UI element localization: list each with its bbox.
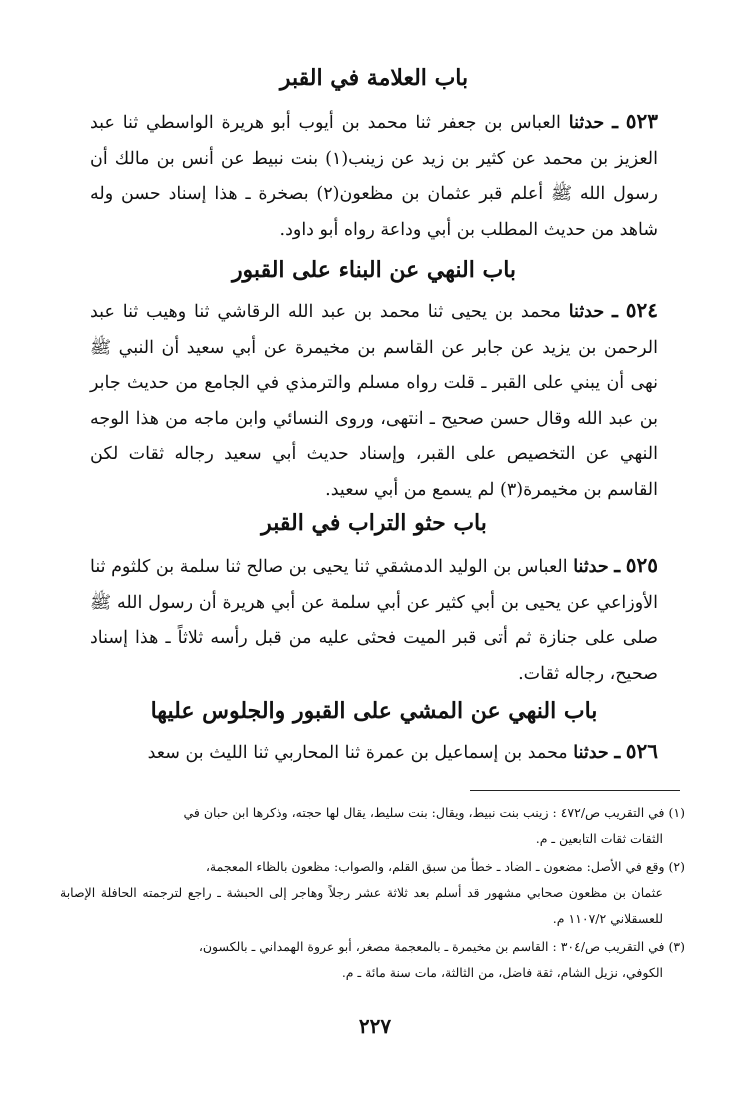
section-heading-4: باب النهي عن المشي على القبور والجلوس عليها [150, 698, 598, 724]
section-heading-2: باب النهي عن البناء على القبور [231, 257, 517, 283]
footnote-1 [60, 800, 685, 852]
hadith-number: ٥٢٥ [625, 553, 658, 577]
hadith-526: ٥٢٦ ـ حدثنا محمد بن إسماعيل بن عمرة ثنا المحاربي ثنا الليث بن سعد [147, 739, 658, 763]
haddathana-word: حدثنا [573, 557, 609, 577]
footnotes [60, 800, 685, 988]
hadith-text: العباس بن الوليد الدمشقي ثنا يحيى بن صالح ثنا سلمة بن كلثوم ثنا الأوزاعي عن يحيى بن أبي كثير عن أبي سلمة عن أبي هريرة أن رسول الله ﷺ صلى على جنازة ثم أتى قبر الميت فحثى عليه من قبل رأسه ثلاثاً ـ هذا إسناد صحيح، رجاله ثقات. [90, 557, 658, 684]
footnote-first-line: (٣) في التقريب ص/٣٠٤ : القاسم بن مخيمرة ـ بالمعجمة مصغر، أبو عروة الهمداني ـ بالكسون، [198, 939, 685, 954]
footnote-continuation: الكوفي، نزيل الشام، ثقة فاضل، من الثالثة، مات سنة مائة ـ م. [341, 965, 663, 980]
footnote-continuation: عثمان بن مظعون صحابي مشهور قد أسلم بعد ثلاثة عشر رجلاً وهاجر إلى الحبشة ـ راجع لترجمته الحافلة الإصابة للعسقلاني ١١٠٧/٢ م. [60, 885, 663, 926]
footnote-continuation: الثقات ثقات التابعين ـ م. [535, 831, 663, 846]
section-heading-3: باب حثو التراب في القبر [261, 510, 487, 536]
hadith-524: ٥٢٤ ـ حدثنا محمد بن يحيى ثنا محمد بن عبد الله الرقاشي ثنا وهيب ثنا عبد الرحمن بن يزيد عن جابر عن القاسم بن مخيمرة عن أبي سعيد أن النبي ﷺ نهى أن يبني على القبر ـ قلت رواه مسلم والترمذي في الجامع من حديث جابر بن عبد الله وقال حسن صحيح ـ انتهى، وروى النسائي وابن ماجه من هذا الوجه النهي عن التخصيص على القبر، وإسناد حديث أبي سعيد رجاله ثقات لكن القاسم بن مخيمرة(٣) لم يسمع من أبي سعيد. [90, 298, 658, 500]
section-heading-1: باب العلامة في القبر [279, 65, 469, 91]
hadith-525: ٥٢٥ ـ حدثنا العباس بن الوليد الدمشقي ثنا يحيى بن صالح ثنا سلمة بن كلثوم ثنا الأوزاعي عن يحيى بن أبي كثير عن أبي سلمة عن أبي هريرة أن رسول الله ﷺ صلى على جنازة ثم أتى قبر الميت فحثى عليه من قبل رأسه ثلاثاً ـ هذا إسناد صحيح، رجاله ثقات. [90, 553, 658, 684]
haddathana-word: حدثنا [568, 302, 605, 322]
hadith-text: محمد بن إسماعيل بن عمرة ثنا المحاربي ثنا الليث بن سعد [147, 743, 568, 763]
footnote-first-line: (٢) وقع في الأصل: مضعون ـ الضاد ـ خطأ من سبق القلم، والصواب: مظعون بالظاء المعجمة، [205, 859, 685, 874]
hadith-text: محمد بن يحيى ثنا محمد بن عبد الله الرقاشي ثنا وهيب ثنا عبد الرحمن بن يزيد عن جابر عن القاسم بن مخيمرة عن أبي سعيد أن النبي ﷺ نهى أن يبني على القبر ـ قلت رواه مسلم والترمذي في الجامع من حديث جابر بن عبد الله وقال حسن صحيح ـ انتهى، وروى النسائي وابن ماجه من هذا الوجه النهي عن التخصيص على القبر، وإسناد حديث أبي سعيد رجاله ثقات لكن القاسم بن مخيمرة(٣) لم يسمع من أبي سعيد. [90, 302, 658, 500]
hadith-number: ٥٢٦ [625, 739, 658, 763]
hadith-text: العباس بن جعفر ثنا محمد بن أيوب أبو هريرة الواسطي ثنا عبد العزيز بن محمد عن كثير بن زيد عن زينب(١) بنت نبيط عن أنس بن مالك أن رسول الله ﷺ أعلم قبر عثمان بن مظعون(٢) بصخرة ـ هذا إسناد حسن وله شاهد من حديث المطلب بن أبي وداعة رواه أبو داود. [90, 113, 659, 240]
hadith-number: ٥٢٣ [625, 109, 658, 133]
footnote-first-line: (١) في التقريب ص/٤٧٢ : زينب بنت نبيط، ويقال: بنت سليط، يقال لها حجته، وذكرها ابن حبان في [183, 805, 685, 820]
haddathana-word: حدثنا [573, 743, 609, 763]
footnote-3 [60, 934, 685, 986]
footnote-2 [60, 854, 685, 932]
hadith-number: ٥٢٤ [625, 298, 658, 322]
hadith-523: ٥٢٣ ـ حدثنا العباس بن جعفر ثنا محمد بن أيوب أبو هريرة الواسطي ثنا عبد العزيز بن محمد عن كثير بن زيد عن زينب(١) بنت نبيط عن أنس بن مالك أن رسول الله ﷺ أعلم قبر عثمان بن مظعون(٢) بصخرة ـ هذا إسناد حسن وله شاهد من حديث المطلب بن أبي وداعة رواه أبو داود. [90, 109, 659, 240]
haddathana-word: حدثنا [568, 113, 605, 133]
page-number: ٢٢٧ [358, 1014, 392, 1038]
footnote-separator [470, 790, 680, 791]
